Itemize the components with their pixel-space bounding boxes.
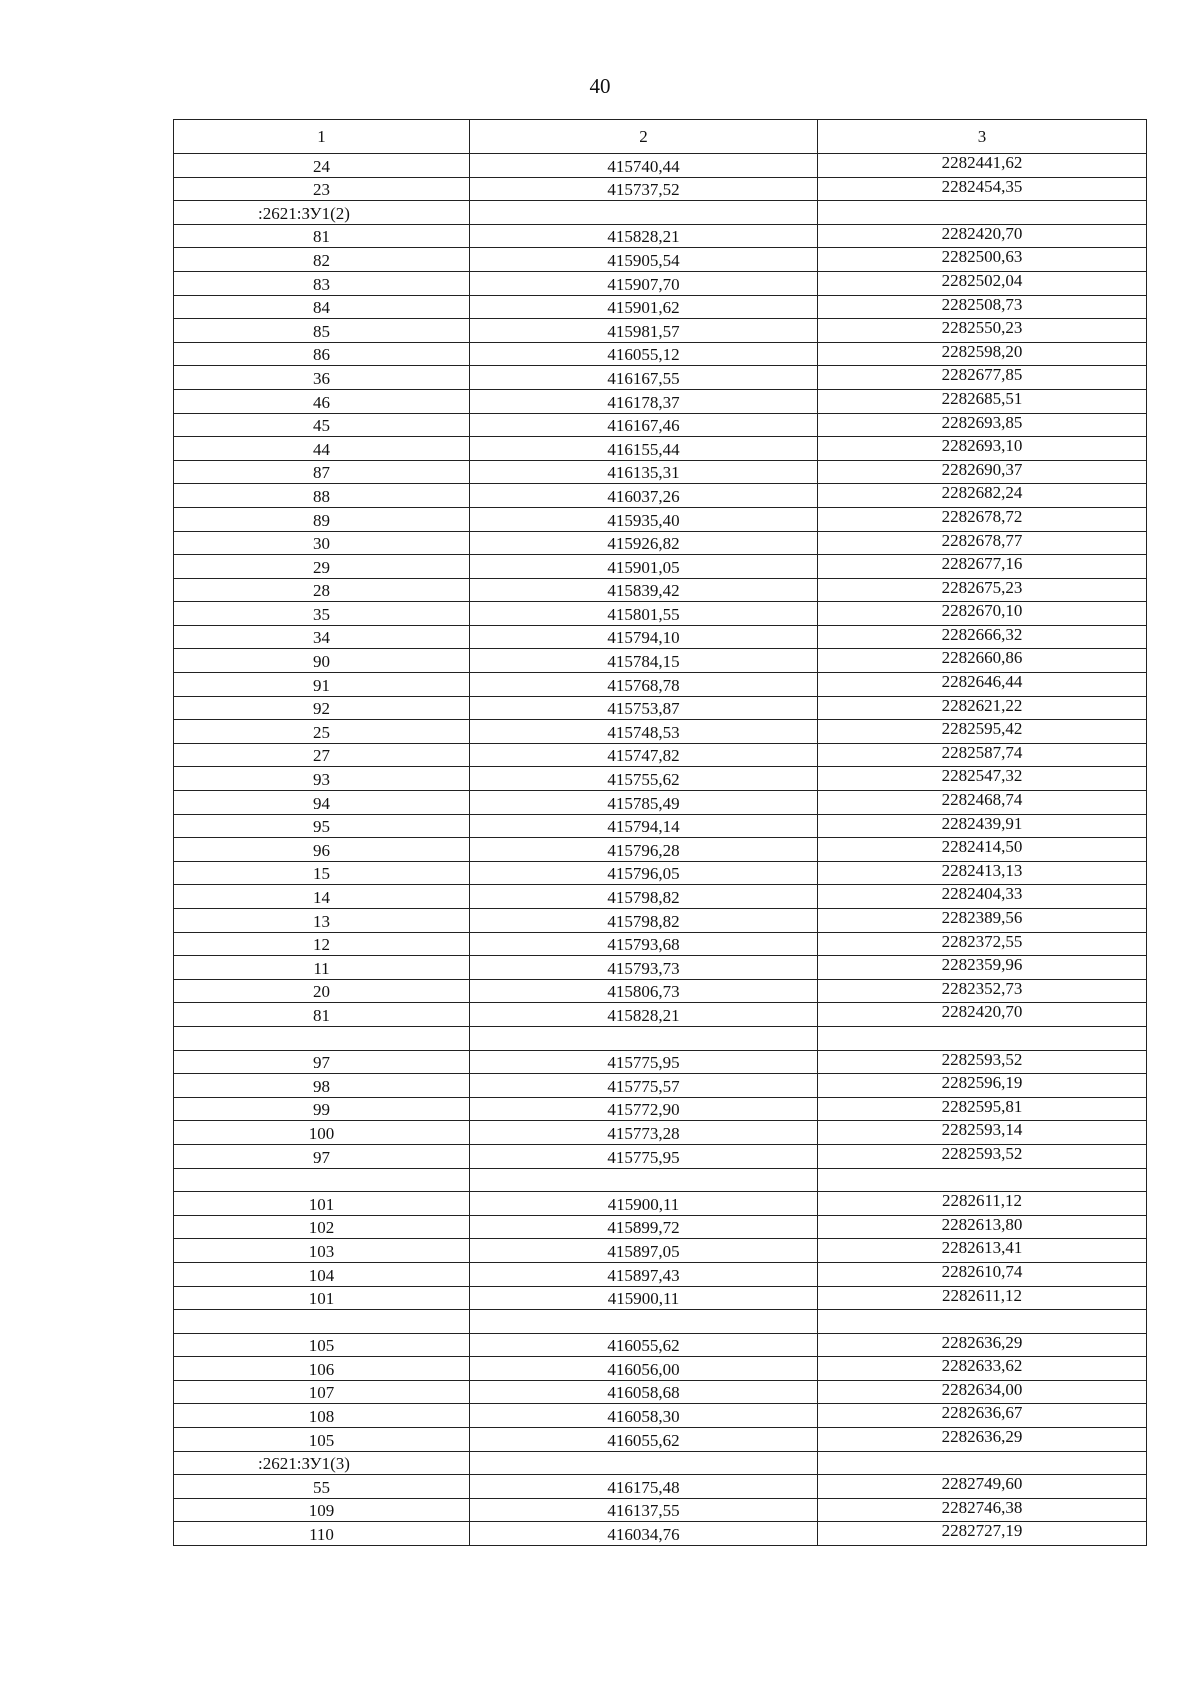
column-header-y-coordinate: 3 bbox=[818, 120, 1147, 154]
point-number-cell: 92 bbox=[174, 696, 470, 720]
point-number-cell: 15 bbox=[174, 861, 470, 885]
column-header-point-number: 1 bbox=[174, 120, 470, 154]
point-number-cell: 12 bbox=[174, 932, 470, 956]
y-coordinate-cell: 2282587,74 bbox=[818, 743, 1147, 767]
point-number-cell: 108 bbox=[174, 1404, 470, 1428]
x-coordinate-cell: 415798,82 bbox=[470, 909, 818, 933]
point-number-cell bbox=[174, 1026, 470, 1050]
point-number-cell: 99 bbox=[174, 1097, 470, 1121]
coordinates-table bbox=[173, 119, 1147, 1546]
point-number-cell: 23 bbox=[174, 177, 470, 201]
x-coordinate-cell: 416055,62 bbox=[470, 1428, 818, 1452]
table-row bbox=[174, 791, 1147, 815]
y-coordinate-cell: 2282420,70 bbox=[818, 224, 1147, 248]
table-row bbox=[174, 1144, 1147, 1168]
y-coordinate-cell: 2282685,51 bbox=[818, 389, 1147, 413]
point-number-cell: 87 bbox=[174, 460, 470, 484]
y-coordinate-cell: 2282550,23 bbox=[818, 319, 1147, 343]
y-coordinate-cell: 2282413,13 bbox=[818, 861, 1147, 885]
table-row bbox=[174, 720, 1147, 744]
point-number-cell: 109 bbox=[174, 1498, 470, 1522]
point-number-cell: 105 bbox=[174, 1333, 470, 1357]
point-number-cell: 11 bbox=[174, 956, 470, 980]
x-coordinate-cell: 415737,52 bbox=[470, 177, 818, 201]
point-number-cell: 101 bbox=[174, 1286, 470, 1310]
table-row bbox=[174, 177, 1147, 201]
point-number-cell bbox=[174, 1168, 470, 1192]
y-coordinate-cell: 2282508,73 bbox=[818, 295, 1147, 319]
point-number-cell: 110 bbox=[174, 1522, 470, 1546]
x-coordinate-cell: 416155,44 bbox=[470, 437, 818, 461]
table-row bbox=[174, 1192, 1147, 1216]
point-number-cell: 85 bbox=[174, 319, 470, 343]
point-number-cell: 25 bbox=[174, 720, 470, 744]
point-number-cell: 82 bbox=[174, 248, 470, 272]
y-coordinate-cell: 2282636,29 bbox=[818, 1428, 1147, 1452]
table-row bbox=[174, 319, 1147, 343]
y-coordinate-cell: 2282746,38 bbox=[818, 1498, 1147, 1522]
x-coordinate-cell: 415897,05 bbox=[470, 1239, 818, 1263]
y-coordinate-cell: 2282414,50 bbox=[818, 838, 1147, 862]
point-number-cell: 98 bbox=[174, 1074, 470, 1098]
y-coordinate-cell: 2282454,35 bbox=[818, 177, 1147, 201]
point-number-cell: 106 bbox=[174, 1357, 470, 1381]
point-number-cell: 102 bbox=[174, 1215, 470, 1239]
header-row bbox=[174, 120, 1147, 154]
point-number-cell: 97 bbox=[174, 1144, 470, 1168]
point-number-cell: 24 bbox=[174, 154, 470, 178]
table-row bbox=[174, 342, 1147, 366]
x-coordinate-cell: 415901,05 bbox=[470, 555, 818, 579]
y-coordinate-cell: 2282389,56 bbox=[818, 909, 1147, 933]
table-row bbox=[174, 696, 1147, 720]
table-row bbox=[174, 224, 1147, 248]
point-number-cell: 93 bbox=[174, 767, 470, 791]
point-number-cell: 97 bbox=[174, 1050, 470, 1074]
x-coordinate-cell: 415926,82 bbox=[470, 531, 818, 555]
y-coordinate-cell: 2282593,52 bbox=[818, 1050, 1147, 1074]
point-number-cell: 88 bbox=[174, 484, 470, 508]
point-number-cell: 27 bbox=[174, 743, 470, 767]
x-coordinate-cell: 415981,57 bbox=[470, 319, 818, 343]
x-coordinate-cell: 416056,00 bbox=[470, 1357, 818, 1381]
x-coordinate-cell: 415773,28 bbox=[470, 1121, 818, 1145]
x-coordinate-cell: 416175,48 bbox=[470, 1475, 818, 1499]
x-coordinate-cell: 415794,10 bbox=[470, 625, 818, 649]
y-coordinate-cell: 2282636,67 bbox=[818, 1404, 1147, 1428]
table-row bbox=[174, 1404, 1147, 1428]
y-coordinate-cell: 2282646,44 bbox=[818, 673, 1147, 697]
y-coordinate-cell: 2282610,74 bbox=[818, 1262, 1147, 1286]
table-row bbox=[174, 625, 1147, 649]
x-coordinate-cell: 415798,82 bbox=[470, 885, 818, 909]
x-coordinate-cell bbox=[470, 1310, 818, 1334]
point-number-cell: 101 bbox=[174, 1192, 470, 1216]
point-number-cell: 55 bbox=[174, 1475, 470, 1499]
table-row bbox=[174, 507, 1147, 531]
y-coordinate-cell: 2282690,37 bbox=[818, 460, 1147, 484]
y-coordinate-cell: 2282613,41 bbox=[818, 1239, 1147, 1263]
y-coordinate-cell: 2282613,80 bbox=[818, 1215, 1147, 1239]
x-coordinate-cell: 415897,43 bbox=[470, 1262, 818, 1286]
x-coordinate-cell: 416135,31 bbox=[470, 460, 818, 484]
table-row bbox=[174, 1239, 1147, 1263]
point-number-cell: :2621:ЗУ1(3) bbox=[174, 1451, 470, 1475]
table-row bbox=[174, 909, 1147, 933]
y-coordinate-cell: 2282693,10 bbox=[818, 437, 1147, 461]
table-row bbox=[174, 649, 1147, 673]
x-coordinate-cell: 415753,87 bbox=[470, 696, 818, 720]
x-coordinate-cell: 415772,90 bbox=[470, 1097, 818, 1121]
x-coordinate-cell: 415796,05 bbox=[470, 861, 818, 885]
y-coordinate-cell: 2282634,00 bbox=[818, 1380, 1147, 1404]
y-coordinate-cell: 2282595,81 bbox=[818, 1097, 1147, 1121]
y-coordinate-cell: 2282372,55 bbox=[818, 932, 1147, 956]
table-row bbox=[174, 1097, 1147, 1121]
point-number-cell: 81 bbox=[174, 224, 470, 248]
y-coordinate-cell: 2282670,10 bbox=[818, 602, 1147, 626]
point-number-cell: 44 bbox=[174, 437, 470, 461]
table-row bbox=[174, 460, 1147, 484]
y-coordinate-cell bbox=[818, 1168, 1147, 1192]
y-coordinate-cell: 2282352,73 bbox=[818, 979, 1147, 1003]
section-row bbox=[174, 1451, 1147, 1475]
table-row bbox=[174, 555, 1147, 579]
table-row bbox=[174, 673, 1147, 697]
table-row bbox=[174, 885, 1147, 909]
y-coordinate-cell: 2282500,63 bbox=[818, 248, 1147, 272]
section-row bbox=[174, 201, 1147, 225]
x-coordinate-cell: 416137,55 bbox=[470, 1498, 818, 1522]
table-row bbox=[174, 602, 1147, 626]
point-number-cell: 89 bbox=[174, 507, 470, 531]
x-coordinate-cell: 415907,70 bbox=[470, 271, 818, 295]
table-row bbox=[174, 838, 1147, 862]
table-row bbox=[174, 979, 1147, 1003]
point-number-cell: 105 bbox=[174, 1428, 470, 1452]
point-number-cell: 45 bbox=[174, 413, 470, 437]
point-number-cell: 103 bbox=[174, 1239, 470, 1263]
x-coordinate-cell: 416178,37 bbox=[470, 389, 818, 413]
x-coordinate-cell: 415900,11 bbox=[470, 1192, 818, 1216]
x-coordinate-cell bbox=[470, 1451, 818, 1475]
x-coordinate-cell: 415828,21 bbox=[470, 1003, 818, 1027]
x-coordinate-cell: 415784,15 bbox=[470, 649, 818, 673]
y-coordinate-cell: 2282596,19 bbox=[818, 1074, 1147, 1098]
point-number-cell: 20 bbox=[174, 979, 470, 1003]
x-coordinate-cell: 415839,42 bbox=[470, 578, 818, 602]
x-coordinate-cell: 415901,62 bbox=[470, 295, 818, 319]
table-row bbox=[174, 578, 1147, 602]
x-coordinate-cell: 415775,57 bbox=[470, 1074, 818, 1098]
y-coordinate-cell: 2282678,77 bbox=[818, 531, 1147, 555]
x-coordinate-cell: 415899,72 bbox=[470, 1215, 818, 1239]
y-coordinate-cell: 2282611,12 bbox=[818, 1286, 1147, 1310]
table-row bbox=[174, 1121, 1147, 1145]
table-row bbox=[174, 271, 1147, 295]
y-coordinate-cell: 2282749,60 bbox=[818, 1475, 1147, 1499]
x-coordinate-cell: 415828,21 bbox=[470, 224, 818, 248]
x-coordinate-cell bbox=[470, 1026, 818, 1050]
table-row bbox=[174, 248, 1147, 272]
y-coordinate-cell: 2282595,42 bbox=[818, 720, 1147, 744]
y-coordinate-cell: 2282636,29 bbox=[818, 1333, 1147, 1357]
point-number-cell: 90 bbox=[174, 649, 470, 673]
y-coordinate-cell: 2282660,86 bbox=[818, 649, 1147, 673]
table-row bbox=[174, 1475, 1147, 1499]
y-coordinate-cell: 2282598,20 bbox=[818, 342, 1147, 366]
y-coordinate-cell: 2282611,12 bbox=[818, 1192, 1147, 1216]
table-row bbox=[174, 767, 1147, 791]
point-number-cell: 86 bbox=[174, 342, 470, 366]
point-number-cell: 104 bbox=[174, 1262, 470, 1286]
table-row bbox=[174, 743, 1147, 767]
table-row bbox=[174, 1333, 1147, 1357]
column-header-x-coordinate: 2 bbox=[470, 120, 818, 154]
point-number-cell: 107 bbox=[174, 1380, 470, 1404]
y-coordinate-cell: 2282675,23 bbox=[818, 578, 1147, 602]
table-row bbox=[174, 437, 1147, 461]
point-number-cell: :2621:ЗУ1(2) bbox=[174, 201, 470, 225]
table-row bbox=[174, 861, 1147, 885]
x-coordinate-cell: 415806,73 bbox=[470, 979, 818, 1003]
table-row bbox=[174, 531, 1147, 555]
x-coordinate-cell: 415785,49 bbox=[470, 791, 818, 815]
y-coordinate-cell bbox=[818, 1451, 1147, 1475]
separator-row bbox=[174, 1026, 1147, 1050]
y-coordinate-cell: 2282439,91 bbox=[818, 814, 1147, 838]
point-number-cell: 29 bbox=[174, 555, 470, 579]
x-coordinate-cell: 416058,68 bbox=[470, 1380, 818, 1404]
point-number-cell: 91 bbox=[174, 673, 470, 697]
point-number-cell: 95 bbox=[174, 814, 470, 838]
table-row bbox=[174, 1215, 1147, 1239]
point-number-cell: 28 bbox=[174, 578, 470, 602]
y-coordinate-cell: 2282593,14 bbox=[818, 1121, 1147, 1145]
table-row bbox=[174, 1357, 1147, 1381]
page-number: 40 bbox=[589, 74, 611, 98]
table-row bbox=[174, 1522, 1147, 1546]
y-coordinate-cell bbox=[818, 201, 1147, 225]
x-coordinate-cell: 416055,62 bbox=[470, 1333, 818, 1357]
table-row bbox=[174, 366, 1147, 390]
point-number-cell: 94 bbox=[174, 791, 470, 815]
point-number-cell: 84 bbox=[174, 295, 470, 319]
x-coordinate-cell: 415793,73 bbox=[470, 956, 818, 980]
x-coordinate-cell: 415935,40 bbox=[470, 507, 818, 531]
y-coordinate-cell: 2282727,19 bbox=[818, 1522, 1147, 1546]
x-coordinate-cell: 415905,54 bbox=[470, 248, 818, 272]
x-coordinate-cell: 416058,30 bbox=[470, 1404, 818, 1428]
table-row bbox=[174, 1286, 1147, 1310]
x-coordinate-cell: 415775,95 bbox=[470, 1144, 818, 1168]
point-number-cell: 36 bbox=[174, 366, 470, 390]
x-coordinate-cell: 415793,68 bbox=[470, 932, 818, 956]
x-coordinate-cell: 415755,62 bbox=[470, 767, 818, 791]
point-number-cell: 83 bbox=[174, 271, 470, 295]
table-header bbox=[174, 120, 1147, 154]
x-coordinate-cell: 415747,82 bbox=[470, 743, 818, 767]
table-row bbox=[174, 932, 1147, 956]
y-coordinate-cell: 2282677,16 bbox=[818, 555, 1147, 579]
table-body bbox=[174, 154, 1147, 1546]
x-coordinate-cell: 415768,78 bbox=[470, 673, 818, 697]
x-coordinate-cell: 415796,28 bbox=[470, 838, 818, 862]
y-coordinate-cell bbox=[818, 1026, 1147, 1050]
table-row bbox=[174, 1380, 1147, 1404]
y-coordinate-cell: 2282633,62 bbox=[818, 1357, 1147, 1381]
y-coordinate-cell: 2282593,52 bbox=[818, 1144, 1147, 1168]
y-coordinate-cell: 2282678,72 bbox=[818, 507, 1147, 531]
table-row bbox=[174, 814, 1147, 838]
point-number-cell: 14 bbox=[174, 885, 470, 909]
x-coordinate-cell bbox=[470, 201, 818, 225]
y-coordinate-cell: 2282677,85 bbox=[818, 366, 1147, 390]
point-number-cell: 96 bbox=[174, 838, 470, 862]
point-number-cell: 81 bbox=[174, 1003, 470, 1027]
point-number-cell: 13 bbox=[174, 909, 470, 933]
table-row bbox=[174, 1074, 1147, 1098]
y-coordinate-cell: 2282441,62 bbox=[818, 154, 1147, 178]
x-coordinate-cell: 416037,26 bbox=[470, 484, 818, 508]
table-row bbox=[174, 413, 1147, 437]
y-coordinate-cell: 2282547,32 bbox=[818, 767, 1147, 791]
point-number-cell: 35 bbox=[174, 602, 470, 626]
table-row bbox=[174, 1428, 1147, 1452]
x-coordinate-cell: 416167,55 bbox=[470, 366, 818, 390]
table-row bbox=[174, 1262, 1147, 1286]
x-coordinate-cell: 416034,76 bbox=[470, 1522, 818, 1546]
point-number-cell: 100 bbox=[174, 1121, 470, 1145]
x-coordinate-cell: 416055,12 bbox=[470, 342, 818, 366]
y-coordinate-cell: 2282621,22 bbox=[818, 696, 1147, 720]
point-number-cell: 34 bbox=[174, 625, 470, 649]
table-row bbox=[174, 1003, 1147, 1027]
separator-row bbox=[174, 1168, 1147, 1192]
point-number-cell: 46 bbox=[174, 389, 470, 413]
x-coordinate-cell bbox=[470, 1168, 818, 1192]
table-row bbox=[174, 484, 1147, 508]
y-coordinate-cell: 2282468,74 bbox=[818, 791, 1147, 815]
y-coordinate-cell: 2282666,32 bbox=[818, 625, 1147, 649]
table-row bbox=[174, 1498, 1147, 1522]
x-coordinate-cell: 415740,44 bbox=[470, 154, 818, 178]
y-coordinate-cell: 2282682,24 bbox=[818, 484, 1147, 508]
separator-row bbox=[174, 1310, 1147, 1334]
x-coordinate-cell: 415748,53 bbox=[470, 720, 818, 744]
point-number-cell: 30 bbox=[174, 531, 470, 555]
x-coordinate-cell: 415900,11 bbox=[470, 1286, 818, 1310]
y-coordinate-cell: 2282693,85 bbox=[818, 413, 1147, 437]
y-coordinate-cell: 2282359,96 bbox=[818, 956, 1147, 980]
x-coordinate-cell: 416167,46 bbox=[470, 413, 818, 437]
x-coordinate-cell: 415794,14 bbox=[470, 814, 818, 838]
table-row bbox=[174, 1050, 1147, 1074]
y-coordinate-cell: 2282420,70 bbox=[818, 1003, 1147, 1027]
x-coordinate-cell: 415775,95 bbox=[470, 1050, 818, 1074]
y-coordinate-cell bbox=[818, 1310, 1147, 1334]
point-number-cell bbox=[174, 1310, 470, 1334]
y-coordinate-cell: 2282502,04 bbox=[818, 271, 1147, 295]
table-row bbox=[174, 956, 1147, 980]
table-row bbox=[174, 389, 1147, 413]
table-row bbox=[174, 295, 1147, 319]
x-coordinate-cell: 415801,55 bbox=[470, 602, 818, 626]
y-coordinate-cell: 2282404,33 bbox=[818, 885, 1147, 909]
table-row bbox=[174, 154, 1147, 178]
